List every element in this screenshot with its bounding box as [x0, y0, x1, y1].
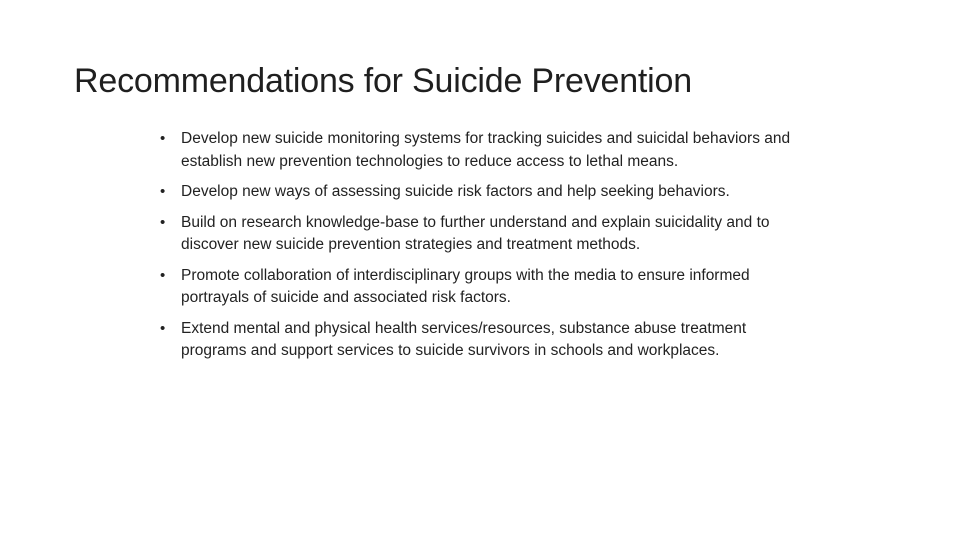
bullet-text: Develop new ways of assessing suicide risk factors and help seeking behaviors. [181, 183, 730, 200]
list-item [160, 181, 810, 204]
bullet-text: Develop new suicide monitoring systems for tracking suicides and suicidal behaviors and establish new prevention technologies to reduce access to lethal means. [181, 130, 791, 170]
bullet-text: Extend mental and physical health services/resources, substance abuse treatment programs and support services to suicide survivors in schools and workplaces. [181, 319, 747, 359]
bullet-text: Promote collaboration of interdisciplinary groups with the media to ensure informed portrayals of suicide and associated risk factors. [181, 266, 750, 306]
list-item [160, 265, 810, 310]
bullet-list [160, 128, 810, 371]
bullet-point-icon: • [160, 213, 166, 231]
bullet-point-icon: • [160, 183, 166, 200]
bullet-text: Build on research knowledge-base to further understand and explain suicidality and to discover new suicide prevention strategies and treatment methods. [181, 213, 770, 253]
list-item [160, 318, 810, 363]
bullet-point-icon: • [160, 319, 166, 337]
bullet-point-icon: • [160, 130, 166, 147]
slide-title: Recommendations for Suicide Prevention [74, 62, 692, 100]
bullet-point-icon: • [160, 266, 166, 284]
list-item [160, 128, 810, 173]
list-item [160, 212, 810, 257]
